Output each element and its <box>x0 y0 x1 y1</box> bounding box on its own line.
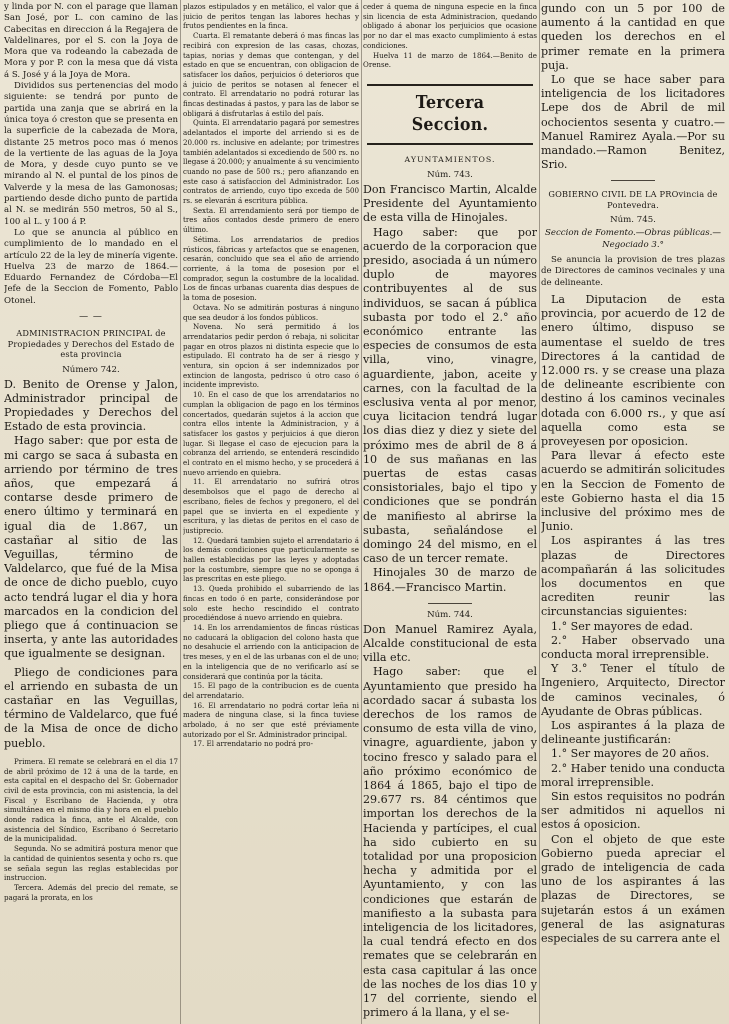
paragraph: Con el objeto de que este Gobierno pueda apreciar el grado de inteligencia de cada uno de los aspirantes á las plazas de Directores, se sujetarán estos á un exámen general de las asignaturas especiales de su carrera ante el <box>541 832 725 946</box>
paragraph: Se anuncia la provision de tres plazas de Directores de caminos vecinales y una de delineante. <box>541 255 725 288</box>
paragraph: Sin estos requisitos no podrán ser admitidos ni aquellos ni estos á oposicion. <box>541 790 725 832</box>
paragraph: Quinta. El arrendatario pagará por semestres adelantados el importe del arriendo si es de 20.000 rs. inclusive en adelante; por trimestres también adelantados si excediendo de 500 rs. no llegase á 20.000; y anualmente á su vencimiento cuando no pase de 500 rs.; pero afianzando en este caso á satisfaccion del Administrador. Los contratos de arriendo, cuyo tipo exceda de 500 rs. se elevarán á escritura pública. <box>183 118 359 206</box>
notice-number: Núm. 745. <box>610 215 656 226</box>
paragraph: 11. El arrendatario no sufrirá otros desembolsos que el pago de derecho al escribano, fieles de fechos y pregonero, el del papel que se invierta en el expediente y escritura, y las dietas de peritos en el caso de justiprecio. <box>183 477 359 535</box>
paragraph: y linda por N. con el parage que llaman San José, por L. con camino de las Cabecitas en direccion á la Regajera de Valdelinares, por el S. con la Joya de Mora que va rodeando la cabezada de Mora y por P. con la mesa que dá vista á S. José y á la Joya de Mora. <box>4 2 178 80</box>
paragraph: Lo que se hace saber para inteligencia de los licitadores Lepe dos de Abril de mil ochocientos sesenta y cuatro.—Manuel Ramirez Ayala.—Por su mandado.—Ramon Benitez, Srio. <box>541 73 725 172</box>
paragraph: Hago saber: que por esta de mi cargo se saca á subasta en arriendo por término de tres años, que empezará á contarse desde primero de enero último y terminará en igual dia de 1.867, un castañar al sitio de las Veguillas, término de Valdelarco, que fué de la Misa de once de dicho pueblo, cuyo acto tendrá lugar el dia y hora marcados en la condicion del pliego que á continuacion se inserta, y ante las autoridades que igualmente se designan. <box>4 434 178 661</box>
paragraph: Primera. El remate se celebrará en el dia 17 de abril próximo de 12 á una de la tarde, en esta capital en el despacho del Sr. Gobernador civil de esta provincia, con mi asistencia, la del Fiscal y Escribano de Hacienda, y otra simultánea en el mismo dia y hora en el pueblo donde radica la finca, ante el Alcalde, con asistencia del Síndico, Escribano ó Secretario de la municipalidad. <box>4 756 178 844</box>
notice-number: Núm. 744. <box>427 609 473 620</box>
conditions-heading: Pliego de condiciones para el arriendo en subasta de un castañar en las Veguillas, término de Valdelarco, que fué de la Misa de once de dicho pueblo. <box>4 665 178 750</box>
paragraph: Sétima. Los arrendatarios de predios rústicos, fábricas y artefactos que se enagenen, cesarán, concluido que sea el año de arriendo corriente, á la toma de posesion por el comprador, segun la costumbre de la localidad. Los de fincas urbanas cuarenta dias despues de la toma de posesion. <box>183 234 359 303</box>
paragraph: Los aspirantes á las tres plazas de Directores acompañarán á las solicitudes los documentos en que acrediten reunir las circunstancias siguientes: <box>541 534 725 619</box>
column-1 <box>4 2 178 1020</box>
paragraph: Los aspirantes á la plaza de delineante justificarán: <box>541 719 725 747</box>
paragraph: La Diputacion de esta provincia, por acuerdo de 12 de enero último, dispuso se aumentase el sueldo de tres Directores á la cantidad de 12.000 rs. y se crease una plaza de delineante escribiente con destino á los caminos vecinales dotada con 6.000 rs., y que así aquella como esta se proveyesen por oposicion. <box>541 292 725 448</box>
column-rule <box>539 0 540 1024</box>
section-header-gobierno: GOBIERNO CIVIL DE LA PROvincia de Pontevedra. <box>548 189 718 210</box>
paragraph: Hago saber: que por acuerdo de la corporacion que presido, asociada á un número duplo de mayores contribuyentes al de sus individuos, se sacan á pública subasta por todo el 2.° año económico entrante las especies de consumos de esta villa, vino, vinagre, aguardiente, jabon, aceite y carnes, con la facultad de la esclusiva venta al por menor, cuya licitacion tendrá lugar los dias diez y diez y siete del próximo mes de abril de 8 á 10 de sus mañanas en las puertas de estas casas consistoriales, bajo el tipo y condiciones que se pondrán de manifiesto al abrirse la subasta, señalándose el domingo 24 del mismo, en el caso de un tercer remate. <box>363 225 537 566</box>
paragraph: Divididos sus pertenencias del modo siguiente: se tendrá por punto de partida una zanja que se abrirá en la única toya ó creston que se presenta en la superficie de la cabezada de Mora, distante 25 metros poco mas ó menos de la vertiente de las aguas de la Joya de Mora, y desde cuyo punto se ve mirando al N. el puntal de los pinos de Valverde y la mesa de las Gamonosas; partiendo desde dicho punto de partida al N. se medirán 550 metros, 50 al S., 100 al L. y 100 á P. <box>4 81 178 227</box>
paragraph: 1.° Ser mayores de 20 años. <box>551 747 710 761</box>
section-title-box <box>367 84 533 145</box>
paragraph: Octava. No se admitirán posturas á ninguno que sea deudor á los fondos públicos. <box>183 302 359 322</box>
paragraph: 15. El pago de la contribucion es de cuenta del arrendatario. <box>183 681 359 700</box>
notice-heading: Don Francisco Martin, Alcalde Presidente del Ayuntamiento de esta villa de Hinojales. <box>363 182 537 225</box>
signature-line: Hinojales 30 de marzo de 1864.—Francisco Martin. <box>363 566 537 594</box>
column-4 <box>541 2 725 1020</box>
paragraph: Sexta. El arrendamiento será por tiempo de tres años contados desde primero de enero último. <box>183 205 359 235</box>
paragraph: Novena. No será permitido á los arrendatarios pedir perdon ó rebaja, ni solicitar pagar en otros plazos ni distinta especie que lo estipulado. El contrato ha de ser á riesgo y ventura, sin opcion á ser indemnizados por extincion de langosta, pedrisco ú otro caso ó incidente imprevisto. <box>183 322 359 390</box>
paragraph: plazos estipulados y en metálico, el valor que á juicio de peritos tengan las labores hechas y frutos pendientes en la finca. <box>183 2 359 31</box>
paragraph: Hago saber: que el Ayuntamiento que presido ha acordado sacar á subasta los derechos de los ramos de consumo de esta villa de vino, vinagre, aguardiente, jabon y tocino fresco y salado para el año próximo económico de 1864 á 1865, bajo el tipo de 29.677 rs. 84 céntimos que importan los derechos de la Hacienda y partícipes, el cual ha sido cubierto en su totalidad por una proposicion hecha y admitida por el Ayuntamiento, y con las condiciones que estarán de manifiesto a la subasta para inteligencia de los licitadores, la cual tendrá efecto en dos remates que se celebrarán en esta casa capitular á las once de las noches de los dias 10 y 17 del corriente, siendo el primero á la llana, y el se- <box>363 665 537 1020</box>
paragraph: 13. Queda prohibido el subarriendo de las fincas en todo ó en parte, considerándose por solo este hecho rescindido el contrato procediéndose á nuevo arriendo en quiebra. <box>183 584 359 623</box>
paragraph: Cuarta. El rematante deberá ó mas fincas las recibirá con expresion de las casas, chozas, tapias, norias y demas que contengan, y del estado en que se encuentran, con obligacion de satisfacer los daños, perjuicios ó deterioros que á juicio de peritos se notasen al fenecer el contrato. El arrendatario no podrá roturar las fincas destinadas á pastos, y para las de labor se obligará á disfrutarlas á estilo del país. <box>183 31 359 118</box>
separator <box>611 180 655 181</box>
paragraph: 1.° Ser mayores de edad. <box>551 619 693 633</box>
separator <box>428 603 472 604</box>
paragraph: 12. Quedará tambien sujeto el arrendatario á los demás condiciones que particularmente se hallen establecidas por las leyes y adoptadas por la costumbre, siempre que no se oponga á las prescritas en este pliego. <box>183 535 359 584</box>
notice-heading: D. Benito de Orense y Jalon, Administrador principal de Propiedades y Derechos del Estado de esta provincia. <box>4 377 178 434</box>
paragraph: 16. El arrendatario no podrá cortar leña ni madera de ninguna clase, si la finca tuviese arbolado, á no ser que esté préviamente autorizado por el Sr. Administrador principal. <box>183 700 359 739</box>
paragraph: 14. En los arrendamientos de fincas rústicas no caducará la obligacion del colono hasta que no desahucie el arriendo con la anticipacion de tres meses, y en el de las urbanas con el de uno; en la inteligencia que de no verificarlo así se considerará que continúa por la tácita. <box>183 623 359 681</box>
column-rule <box>180 0 181 1024</box>
paragraph: Y 3.° Tener el título de Ingeniero, Arquitecto, Director de caminos vecinales, ó Ayudante de Obras públicas. <box>541 662 725 718</box>
column-rule <box>361 0 362 1024</box>
paragraph: Lo que se anuncia al público en cumplimiento de lo mandado en el artículo 22 de la ley de minería vigente. Huelva 23 de marzo de 1864.—Eduardo Fernandez de Córdoba—El Jefe de la Seccion de Fomento, Pablo Otonel. <box>4 227 178 306</box>
column-2 <box>183 2 359 1020</box>
notice-number: Núm. 743. <box>427 169 473 180</box>
column-3 <box>363 2 537 1020</box>
paragraph: 17. El arrendatario no podrá pro- <box>193 739 313 749</box>
paragraph: Para llevar á efecto este acuerdo se admitirán solicitudes en la Seccion de Fomento de este Gobierno hasta el dia 15 inclusive del próximo mes de Junio. <box>541 449 725 534</box>
subsection-header: AYUNTAMIENTOS. <box>404 154 496 164</box>
section-title: Tercera Seccion. <box>411 91 489 135</box>
notice-number: Número 742. <box>62 364 120 375</box>
paragraph: Huelva 11 de marzo de 1864.—Benito de Orense. <box>363 50 537 70</box>
separator-dash: — — <box>79 312 103 323</box>
paragraph: 2.° Haber observado una conducta moral irreprensible. <box>541 633 725 661</box>
paragraph: gundo con un 5 por 100 de aumento á la cantidad en que queden los derechos en el primer remate en la primera puja. <box>541 2 725 72</box>
section-header-administracion: ADMINISTRACION PRINCIPAL de Propiedades y Derechos del Estado de esta provincia <box>7 328 175 360</box>
notice-heading: Don Manuel Ramirez Ayala, Alcalde constitucional de esta villa etc. <box>363 622 537 665</box>
paragraph: ceder á quema de ninguna especie en la finca sin licencia de esta Administracion, quedando obligado á abonar los perjuicios que ocasione por no dar el mas exacto cumplimiento á estas condiciones. <box>363 2 537 50</box>
paragraph: Segunda. No se admitirá postura menor que la cantidad de quinientos sesenta y ocho rs. que se señala segun las reglas establecidas por instruccion. <box>4 844 178 883</box>
paragraph: 10. En el caso de que los arrendatarios no cumplan la obligacion de pago en los términos concertados, quedarán sujetos á la accion que contra ellos intente la Administracion, y á satisfacer los gastos y perjuicios á que dieron lugar. Si llegase el caso de ejecucion para la cobranza del arriendo, se entenderá rescindido el contrato en el mismo hecho, y se procederá á nuevo arriendo en quiebra. <box>183 390 359 477</box>
paragraph: 2.° Haber tenido una conducta moral irreprensible. <box>541 761 725 789</box>
notice-subheading: Seccion de Fomento.—Obras públicas.—Negociado 3.° <box>545 228 721 250</box>
paragraph: Tercera. Además del precio del remate, se pagará la prorata, en los <box>4 882 178 902</box>
